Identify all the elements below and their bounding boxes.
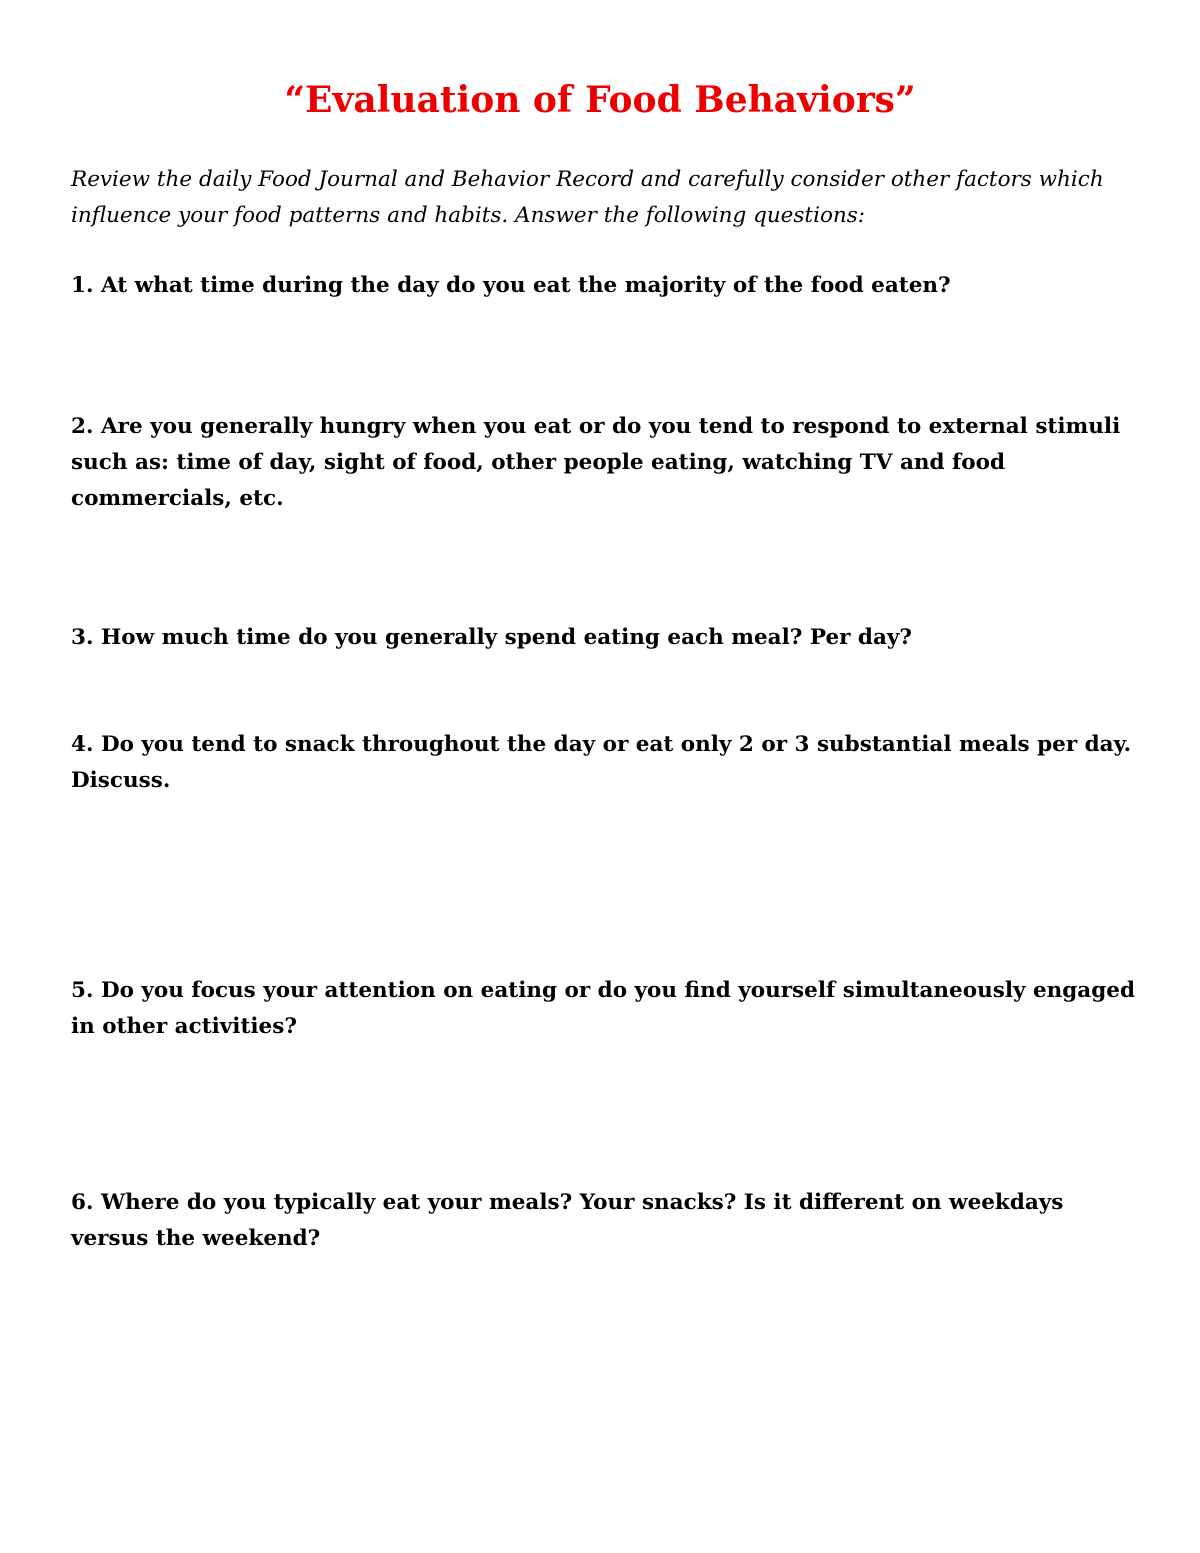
question-5: [71, 973, 1141, 1045]
question-number: 5.: [71, 978, 94, 1003]
question-1: [71, 268, 1141, 304]
question-2: [71, 409, 1141, 517]
question-number: 4.: [71, 732, 94, 757]
instructions-paragraph: Review the daily Food Journal and Behavior Record and carefully consider other factors which influence your food patterns and habits. Answer the following questions:: [71, 167, 1104, 228]
question-3: [71, 620, 1141, 656]
question-text: Where do you typically eat your meals? Your snacks? Is it different on weekdays versus the weekend?: [71, 1190, 1064, 1251]
question-number: 2.: [71, 414, 94, 439]
question-text: Are you generally hungry when you eat or do you tend to respond to external stimuli such as: time of day, sight of food, other people eating, watching TV and food commercials, etc.: [71, 414, 1121, 511]
question-text: How much time do you generally spend eating each meal? Per day?: [100, 625, 912, 650]
question-number: 3.: [71, 625, 94, 650]
question-4: [71, 727, 1141, 799]
document-title: “Evaluation of Food Behaviors”: [284, 79, 916, 121]
question-6: [71, 1185, 1141, 1257]
question-text: Do you focus your attention on eating or do you find yourself simultaneously engaged in other activities?: [71, 978, 1135, 1039]
question-number: 1.: [71, 273, 94, 298]
question-number: 6.: [71, 1190, 94, 1215]
question-text: Do you tend to snack throughout the day or eat only 2 or 3 substantial meals per day. Discuss.: [71, 732, 1132, 793]
question-text: At what time during the day do you eat the majority of the food eaten?: [100, 273, 951, 298]
